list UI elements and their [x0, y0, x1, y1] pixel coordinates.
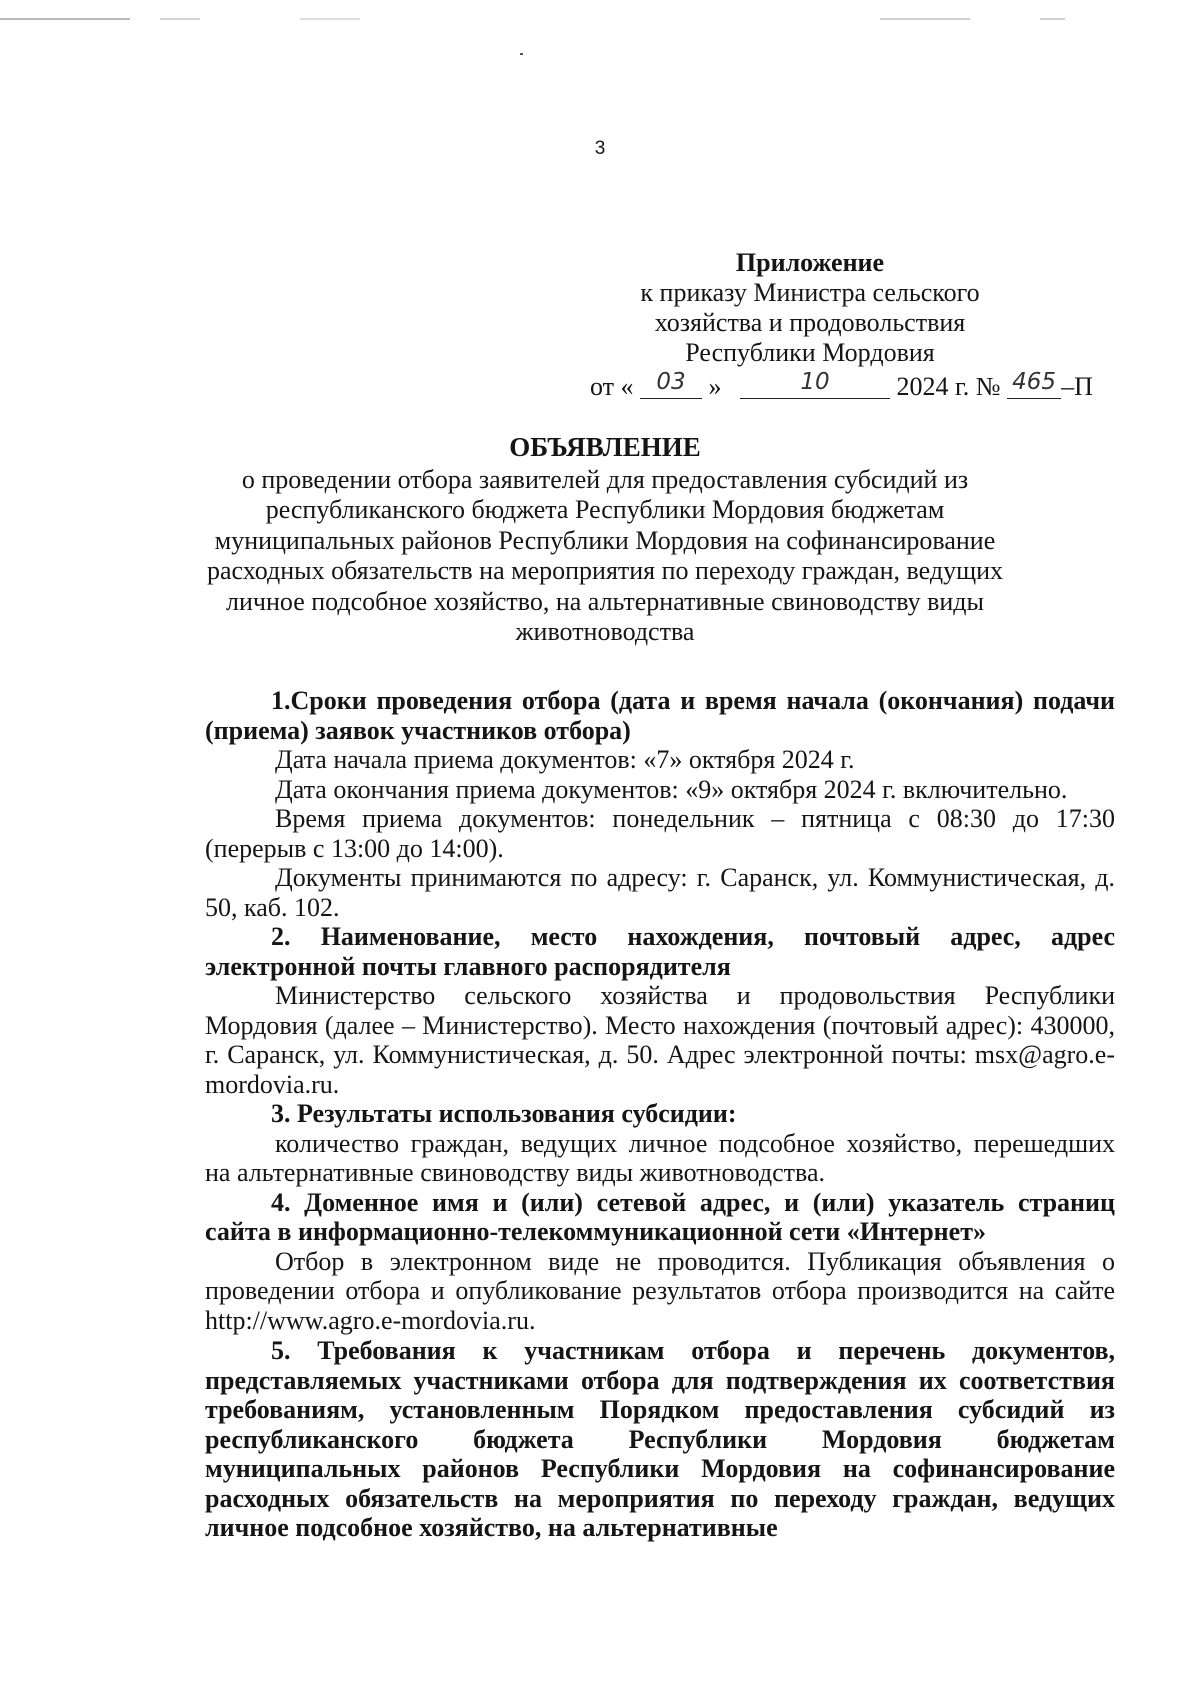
- order-month-field: [740, 369, 890, 399]
- order-suffix: –П: [1061, 372, 1093, 401]
- appendix-line: Республики Мордовия: [685, 338, 935, 367]
- paragraph: Отбор в электронном виде не проводится. Публикация объявления о проведении отбора и опубликование результатов отбора производится на сайте http://www.agro.e-mordovia.ru.: [205, 1246, 1115, 1335]
- announcement-subtitle: о проведении отбора заявителей для предоставления субсидий из республиканского бюджета Республики Мордовия бюджетам муниципальных районов Республики Мордовия на софинансирование расходных обязательств на мероприятия по переходу граждан, ведущих личное подсобное хозяйство, на альтернативные свиноводству виды животноводства: [206, 464, 1004, 646]
- scan-artifact: [300, 18, 360, 20]
- appendix-header: [560, 248, 1060, 368]
- appendix-line: к приказу Министра сельского: [640, 278, 980, 307]
- order-mid: »: [708, 372, 722, 401]
- section-heading: 2. Наименование, место нахождения, почтовый адрес, адрес электронной почты главного распорядителя: [205, 922, 1115, 981]
- appendix-title: Приложение: [735, 248, 885, 277]
- scan-artifact: [520, 53, 523, 55]
- order-day-field: [640, 369, 702, 399]
- paragraph: Министерство сельского хозяйства и продовольствия Республики Мордовия (далее – Министерство). Место нахождения (почтовый адрес): 430000, г. Саранск, ул. Коммунистическая, д. 50. Адрес электронной почты: msx@agro.e-mordovia.ru.: [205, 981, 1115, 1099]
- order-year: 2024 г. №: [896, 372, 1001, 401]
- section-heading: 4. Доменное имя и (или) сетевой адрес, и (или) указатель страниц сайта в информационно-телекоммуникационной сети «Интернет»: [205, 1187, 1115, 1246]
- appendix-line: хозяйства и продовольствия: [654, 308, 966, 337]
- paragraph: Документы принимаются по адресу: г. Саранск, ул. Коммунистическая, д. 50, каб. 102.: [205, 863, 1115, 922]
- scan-artifact: [1040, 18, 1065, 20]
- paragraph: количество граждан, ведущих личное подсобное хозяйство, перешедших на альтернативные свиноводству виды животноводства.: [205, 1128, 1115, 1187]
- order-number: 465: [1012, 369, 1057, 395]
- paragraph: Дата окончания приема документов: «9» октября 2024 г. включительно.: [275, 774, 1068, 804]
- scan-artifact: [0, 18, 130, 20]
- order-prefix: от «: [590, 372, 634, 401]
- scan-artifact: [880, 18, 970, 20]
- announcement-block: [205, 432, 1005, 648]
- scan-artifact: [160, 18, 200, 20]
- order-reference: [590, 369, 1100, 402]
- document-body: [205, 686, 1115, 1543]
- order-number-field: [1007, 369, 1061, 399]
- page-number: 3: [594, 138, 606, 159]
- section-heading: 5. Требования к участникам отбора и перечень документов, представляемых участниками отбора для подтверждения их соответствия требованиям, установленным Порядком предоставления субсидий из республиканского бюджета Республики Мордовия бюджетам муниципальных районов Республики Мордовия на софинансирование расходных обязательств на мероприятия по переходу граждан, ведущих личное подсобное хозяйство, на альтернативные: [205, 1336, 1115, 1542]
- order-day: 03: [656, 369, 686, 395]
- paragraph: Дата начала приема документов: «7» октября 2024 г.: [275, 745, 855, 774]
- section-heading: 1.Сроки проведения отбора (дата и время начала (окончания) подачи (приема) заявок участников отбора): [205, 686, 1115, 745]
- order-month: 10: [800, 369, 830, 395]
- announcement-title: ОБЪЯВЛЕНИЕ: [509, 432, 701, 462]
- section-heading: 3. Результаты использования субсидии:: [271, 1099, 737, 1128]
- paragraph: Время приема документов: понедельник – пятница с 08:30 до 17:30 (перерыв с 13:00 до 14:00).: [205, 804, 1115, 863]
